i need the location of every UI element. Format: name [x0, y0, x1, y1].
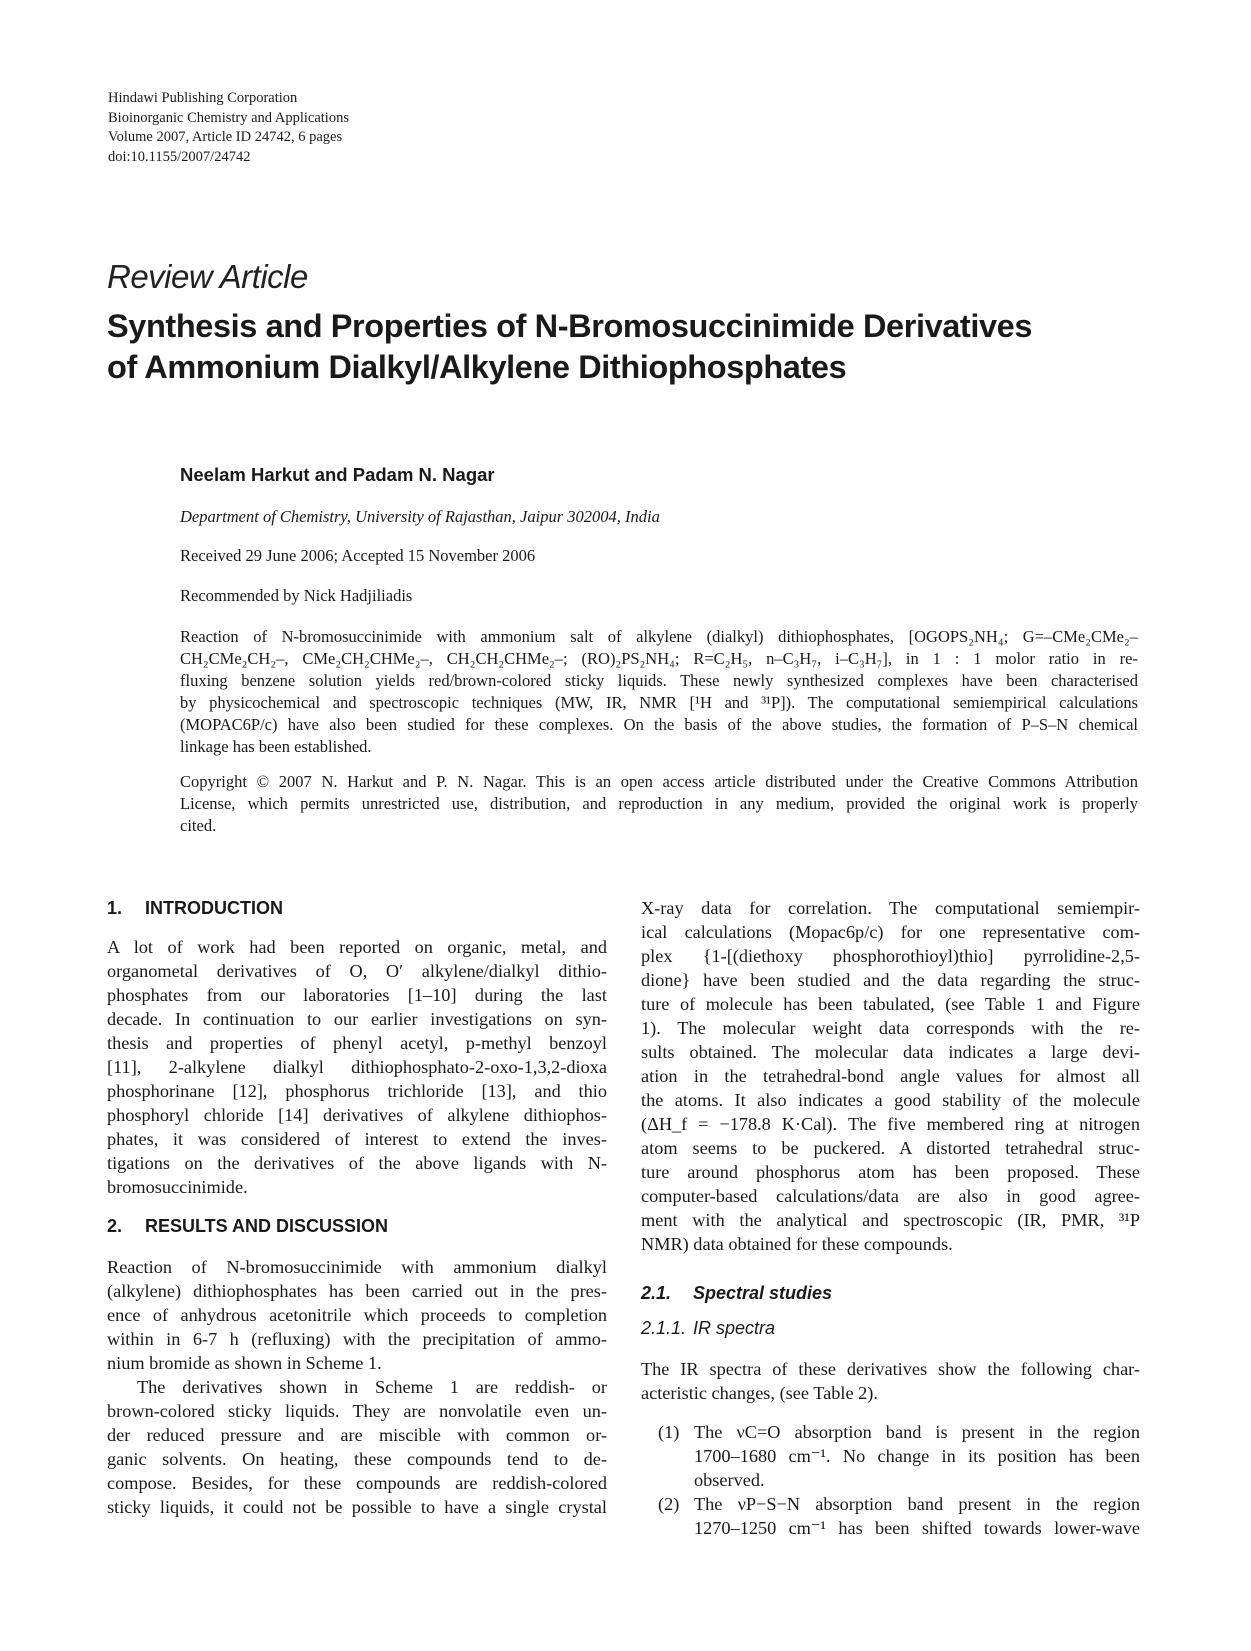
doi[interactable]: doi:10.1155/2007/24742: [108, 148, 251, 165]
article-type: Review Article: [107, 258, 308, 295]
journal-name: Bioinorganic Chemistry and Applications: [108, 109, 349, 126]
text-line: 1). The molecular weight data corresponds with the re-: [641, 1018, 1140, 1038]
ir-list-item: [658, 1492, 1140, 1540]
list-line: observed.: [694, 1470, 765, 1490]
copyright-line: License, which permits unrestricted use, distribution, and reproduction in any medium, provided the original work is properly: [180, 794, 1138, 813]
publisher: Hindawi Publishing Corporation: [108, 90, 298, 106]
section-heading-introduction: [107, 896, 607, 924]
results-paragraph-1: [107, 1255, 607, 1375]
text-line: ganic solvents. On heating, these compounds tend to de-: [107, 1449, 607, 1469]
text-line: [11], 2-alkylene dialkyl dithiophosphato-2-oxo-1,3,2-dioxa: [107, 1057, 607, 1077]
text-line: compose. Besides, for these compounds are reddish-colored: [107, 1473, 607, 1493]
text-line: Reaction of N-bromosuccinimide with ammonium dialkyl: [107, 1257, 607, 1277]
subsubsection-title: IR spectra: [693, 1318, 776, 1338]
abstract-line: Reaction of N-bromosuccinimide with ammonium salt of alkylene (dialkyl) dithiophosphates, [OGOPS₂NH₄; G=–CMe₂CMe₂–: [180, 627, 1138, 646]
authors: Neelam Harkut and Padam N. Nagar: [180, 464, 495, 485]
ir-list-item: [658, 1420, 1140, 1492]
section-number: 2.: [107, 1216, 123, 1236]
recommended-by: Recommended by Nick Hadjiliadis: [180, 586, 413, 605]
abstract: [180, 626, 1138, 758]
list-marker: (1): [658, 1422, 680, 1442]
list-text: The νP−S−N absorption band present in the region: [694, 1494, 1140, 1514]
text-line: The derivatives shown in Scheme 1 are reddish- or: [137, 1377, 607, 1397]
text-line: NMR) data obtained for these compounds.: [641, 1234, 953, 1254]
text-line: nium bromide as shown in Scheme 1.: [107, 1353, 382, 1373]
text-line: The IR spectra of these derivatives show the following char-: [641, 1359, 1140, 1379]
text-line: (ΔH_f = −178.8 K·Cal). The five membered ring at nitrogen: [641, 1114, 1140, 1134]
text-line: sults obtained. The molecular data indicates a large devi-: [641, 1042, 1140, 1062]
text-line: X-ray data for correlation. The computational semiempir-: [641, 898, 1140, 918]
copyright-line: Copyright © 2007 N. Harkut and P. N. Nagar. This is an open access article distributed under the Creative Commons Attribution: [180, 772, 1138, 791]
volume-info: Volume 2007, Article ID 24742, 6 pages: [108, 129, 343, 145]
text-line: acteristic changes, (see Table 2).: [641, 1383, 878, 1403]
list-marker: (2): [658, 1494, 680, 1514]
text-line: atom seems to be puckered. A distorted tetrahedral struc-: [641, 1138, 1140, 1158]
abstract-line: (MOPAC6P/c) have also been studied for these complexes. On the basis of the above studies, the formation of P–S–N chemical: [180, 715, 1138, 734]
subsection-title: Spectral studies: [693, 1283, 833, 1303]
abstract-line: linkage has been established.: [180, 737, 372, 756]
ir-intro-paragraph: [641, 1357, 1140, 1405]
subsubsection-number: 2.1.1.: [641, 1318, 687, 1338]
text-line: phosphates from our laboratories [1–10] during the last: [107, 985, 607, 1005]
text-line: tigations on the derivatives of the above ligands with N-: [107, 1153, 607, 1173]
section-number: 1.: [107, 898, 123, 918]
left-column: [107, 896, 607, 924]
text-line: computer-based calculations/data are also in good agree-: [641, 1186, 1140, 1206]
section-title: INTRODUCTION: [145, 898, 283, 918]
text-line: ical calculations (Mopac6p/c) for one representative com-: [641, 922, 1140, 942]
text-line: within in 6-7 h (refluxing) with the precipitation of ammo-: [107, 1329, 607, 1349]
copyright-line: cited.: [180, 816, 217, 835]
text-line: phates, it was considered of interest to extend the inves-: [107, 1129, 607, 1149]
text-line: bromosuccinimide.: [107, 1177, 248, 1197]
article-title: [107, 306, 1167, 388]
abstract-line: CH₂CMe₂CH₂–, CMe₂CH₂CHMe₂–, CH₂CH₂CHMe₂–; (RO)₂PS₂NH₄; R=C₂H₅, n–C₃H₇, i–C₃H₇], in 1 : 1 molor ratio in re-: [180, 649, 1138, 668]
subsection-heading-spectral-studies: [641, 1283, 832, 1304]
introduction-paragraph: [107, 935, 607, 1199]
text-line: decade. In continuation to our earlier investigations on syn-: [107, 1009, 607, 1029]
text-line: phosphoryl chloride [14] derivatives of alkylene dithiophos-: [107, 1105, 607, 1125]
text-line: the atoms. It also indicates a good stability of the molecule: [641, 1090, 1140, 1110]
section-title: RESULTS AND DISCUSSION: [145, 1216, 389, 1236]
text-line: organometal derivatives of O, O′ alkylene/dialkyl dithio-: [107, 961, 607, 981]
list-line: 1270–1250 cm⁻¹ has been shifted towards lower-wave: [694, 1518, 1140, 1538]
list-text: The νC=O absorption band is present in the region: [694, 1422, 1140, 1442]
received-date: Received 29 June 2006; Accepted 15 November 2006: [180, 546, 536, 565]
affiliation: Department of Chemistry, University of Rajasthan, Jaipur 302004, India: [180, 507, 660, 526]
abstract-line: by physicochemical and spectroscopic techniques (MW, IR, NMR [¹H and ³¹P]). The computational semiempirical calculations: [180, 693, 1138, 712]
text-line: brown-colored sticky liquids. They are nonvolatile even un-: [107, 1401, 607, 1421]
title-line: of Ammonium Dialkyl/Alkylene Dithiophosphates: [107, 349, 847, 385]
journal-header: [108, 89, 349, 167]
text-line: phosphorinane [12], phosphorus trichloride [13], and thio: [107, 1081, 607, 1101]
text-line: ture around phosphorus atom has been proposed. These: [641, 1162, 1140, 1182]
list-line: [658, 1420, 1140, 1444]
text-line: ation in the tetrahedral-bond angle values for almost all: [641, 1066, 1140, 1086]
list-line: [658, 1492, 1140, 1516]
text-line: ence of anhydrous acetonitrile which proceeds to completion: [107, 1305, 607, 1325]
right-paragraph-1: [641, 896, 1140, 1256]
text-line: der reduced pressure and are miscible with common or-: [107, 1425, 607, 1445]
text-line: ture of molecule has been tabulated, (see Table 1 and Figure: [641, 994, 1140, 1014]
text-line: A lot of work had been reported on organic, metal, and: [107, 937, 607, 957]
title-line: Synthesis and Properties of N-Bromosuccinimide Derivatives: [107, 308, 1032, 344]
section-heading-results: [107, 1216, 388, 1237]
subsection-number: 2.1.: [641, 1283, 672, 1303]
text-line: ment with the analytical and spectroscopic (IR, PMR, ³¹P: [641, 1210, 1140, 1230]
text-line: dione} have been studied and the data regarding the struc-: [641, 970, 1140, 990]
list-line: 1700–1680 cm⁻¹. No change in its position has been: [694, 1446, 1140, 1466]
text-line: (alkylene) dithiophosphates has been carried out in the pres-: [107, 1281, 607, 1301]
copyright-notice: [180, 771, 1138, 837]
subsubsection-heading-ir-spectra: [641, 1318, 775, 1339]
text-line: sticky liquids, it could not be possible to have a single crystal: [107, 1497, 607, 1517]
results-paragraph-2: [107, 1375, 607, 1519]
text-line: plex {1-[(diethoxy phosphorothioyl)thio] pyrrolidine-2,5-: [641, 946, 1140, 966]
text-line: thesis and properties of phenyl acetyl, p-methyl benzoyl: [107, 1033, 607, 1053]
abstract-line: fluxing benzene solution yields red/brown-colored sticky liquids. These newly synthesized complexes have been characterised: [180, 671, 1138, 690]
